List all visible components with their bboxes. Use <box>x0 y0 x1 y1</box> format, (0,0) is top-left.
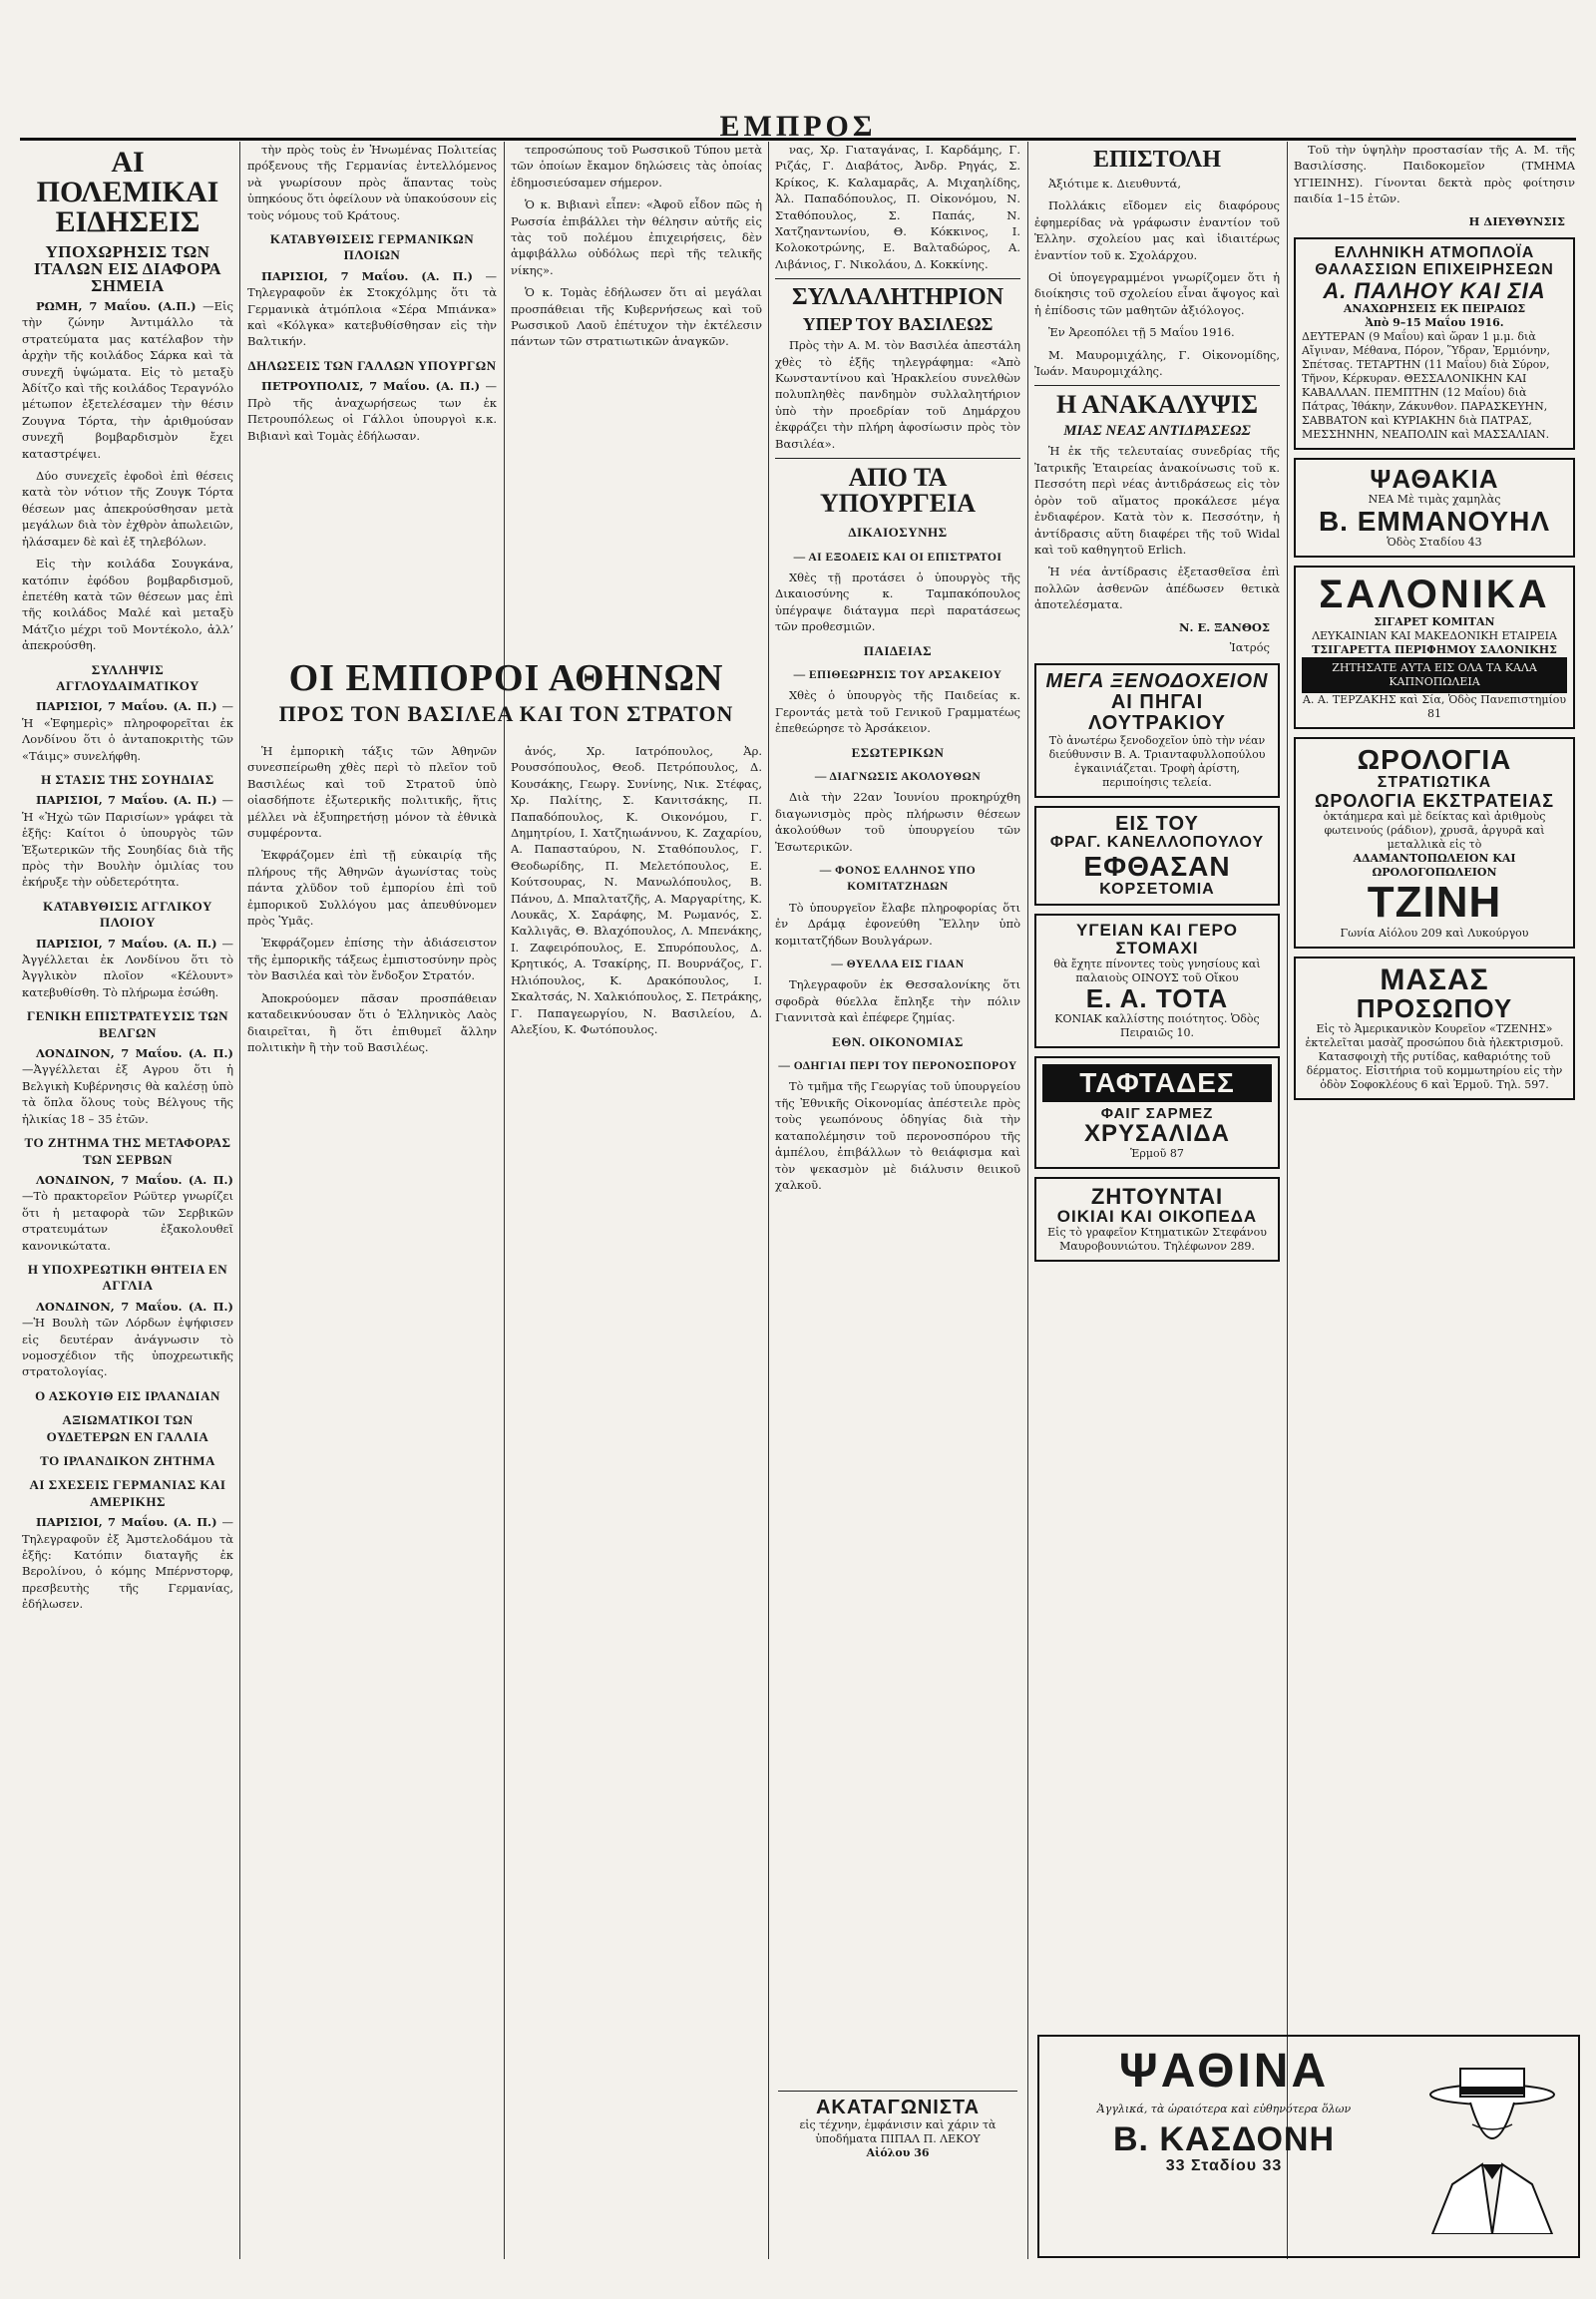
hat-man-illustration-icon <box>1412 2055 1562 2234</box>
hat-ad-address: 33 Σταδίου 33 <box>1165 2157 1283 2175</box>
article-signature: Ν. Ε. ΞΑΝΘΟΣ <box>1179 619 1270 634</box>
article-paragraph: Ἡ ἐκ τῆς τελευταίας συνεδρίας τῆς Ἰατρικῆς Ἑταιρείας ἀνακοίνωσις τοῦ κ. Πεσσότη περὶ νέας ἀντιδράσεως εἰς τὸν ὀρὸν τοῦ αἵματος προκάλεσε μέγα ἐνδιαφέρον. Κατὰ τὸν κ. Πεσσότην, ἡ ἀντίδρασις αὕτη διαφέρει τῆς τοῦ Widal καὶ τοῦ καθηγητοῦ Erlich. <box>1034 444 1280 557</box>
hat-ad-title: ΨΑΘΙΝΑ <box>1118 2045 1330 2098</box>
column-3-top <box>511 142 762 633</box>
section-heading: Ο ΑΣΚΟΥΙΘ ΕΙΣ ΙΡΛΑΝΔΙΑΝ <box>35 1387 220 1403</box>
article-paragraph: ΠΑΡΙΣΙΟΙ, 7 Μαΐου. (Α. Π.) —Τηλεγραφοῦν ἐκ Στοκχόλμης ὅτι τὰ Γερμανικὰ ἀτμόπλοια «Σέρα Μπιάνκα» καὶ «Κόλγκα» κατεβυθίσθησαν εἰς τὴν Βαλτικήν. <box>247 268 497 349</box>
article-paragraph: ΛΟΝΔΙΝΟΝ, 7 Μαΐου. (Α. Π.) —Ἀγγέλλεται ἐξ Αγρου ὅτι ἡ Βελγικὴ Κυβέρνησις θὰ καλέσῃ ὑπὸ τὰ ὅπλα ὅλους τοὺς Βέλγους τῆς ἡλικίας 18 – 35 ἐτῶν. <box>22 1046 233 1126</box>
article-paragraph: Οἱ ὑπογεγραμμένοι γνωρίζομεν ὅτι ἡ διοίκησις τοῦ σχολείου εἶναι ἄψογος καὶ ἡ ἐπίδοσις τῶν μαθητῶν ἀξιόλογος. <box>1034 270 1280 317</box>
discovery-headline: Η ΑΝΑΚΑΛΥΨΙΣ <box>1055 390 1259 420</box>
article-paragraph: Ὁ κ. Βιβιανὶ εἶπεν: «Ἀφοῦ εἶδον πῶς ἡ Ρωσσία ἐπιβάλλει τὴν θέλησιν αὐτῆς εἰς τὰς τοῦ πολέμου ἐπιχειρήσεις, δὲν ἀμφιβάλλω οὐδόλως περὶ τῆς τελικῆς νίκης». <box>511 197 762 277</box>
shipping-ad: ΕΛΛΗΝΙΚΗ ΑΤΜΟΠΛΟΪΑ ΘΑΛΑΣΣΙΩΝ ΕΠΙΧΕΙΡΗΣΕΩΝ Α. ΠΑΛΗΟΥ ΚΑΙ ΣΙΑ ΑΝΑΧΩΡΗΣΕΙΣ ΕΚ ΠΕΙΡΑΙΩΣ Ἀπὸ 9–15 Μαΐου 1916. ΔΕΥΤΕΡΑΝ (9 Μαΐου) καὶ ὥραν 1 μ.μ. διὰ Αἴγιναν, Μέθανα, Πόρον, Ὕδραν, Ἑρμιόνην, Σπέτσας. ΤΕΤΑΡΤΗΝ (11 Μαΐου) διὰ Σύρον, Τῆνον, Κέρκυραν. ΘΕΣΣΑΛΟΝΙΚΗΝ ΚΑΙ ΚΑΒΑΛΛΑΝ. ΠΕΜΠΤΗΝ (12 Μαΐου) διὰ Πάτρας, Ἰθάκην, Ζάκυνθον. ΠΑΡΑΣΚΕΥΗΝ, ΣΑΒΒΑΤΟΝ καὶ ΚΥΡΙΑΚΗΝ διὰ ΠΑΤΡΑΣ, ΜΕΣΣΗΝΗΝ, ΝΕΑΠΟΛΙΝ καὶ ΜΑΣΣΑΛΙΑΝ. <box>1294 237 1575 450</box>
article-paragraph: Ἐκφράζομεν ἐπὶ τῇ εὐκαιρίᾳ τῆς πλήρους τῆς Ἀθηνῶν ἀγωνίστας τοὺς πάντα χλῦδον τοῦ ἐμπορίου ἐπὶ τοῦ ἐμπορικοῦ Συλλόγου μας ἀπευθύνομεν πρὸς Ὑμᾶς. <box>247 848 497 929</box>
section-heading: ΑΞΙΩΜΑΤΙΚΟΙ ΤΩΝ ΟΥΔΕΤΕΡΩΝ ΕΝ ΓΑΛΛΙΑ <box>46 1412 209 1444</box>
article-paragraph: ΡΩΜΗ, 7 Μαΐου. (Α.Π.) —Εἰς τὴν ζώνην Ἀντιμάλλο τὰ στρατεύματα μας κατέλαβον τὴν ἀρχὴν τῆς κοιλάδος Σάρκα καὶ τὰ συνεχῆ ὑψώματα. Εἰς τὸ μεταξὺ Ἀδίτζο καὶ τῆς κοιλάδος Τεραγνόλο μέτωπον ἐξετελέσαμεν τὴν θέσιν Ζουγνα Τόρτα, τὴν ἀριθμούσαν συνεχῆ βομβαρδισμὸν ἔχει καταστρέψει. <box>22 299 233 461</box>
subsection-heading: — ΘΥΕΛΛΑ ΕΙΣ ΓΙΔΑΝ <box>831 958 965 971</box>
article-paragraph: ΠΕΤΡΟΥΠΟΛΙΣ, 7 Μαΐου. (Α. Π.) — Πρὸ τῆς ἀναχωρήσεως των ἐκ Πετρουπόλεως οἱ Γάλλοι ὑπουργοὶ κ.κ. Βιβιανὶ καὶ Τομὰς ἐδήλωσαν. <box>247 379 497 443</box>
section-heading: ΔΙΚΑΙΟΣΥΝΗΣ <box>848 525 948 541</box>
signature-role: Ἰατρός <box>1229 639 1270 654</box>
article-paragraph: ΠΑΡΙΣΙΟΙ, 7 Μαΐου. (Α. Π.) —Ἡ «Ἐφημερὶς» πληροφορεῖται ἐκ Λονδίνου ὅτι ὁ ἀνταποκριτὴς τῶν «Τάιμς» συνελήφθη. <box>22 699 233 763</box>
rally-subhead: ΥΠΕΡ ΤΟΥ ΒΑΣΙΛΕΩΣ <box>802 314 994 335</box>
watch-ad: ΩΡΟΛΟΓΙΑ ΣΤΡΑΤΙΩΤΙΚΑ ΩΡΟΛΟΓΙΑ ΕΚΣΤΡΑΤΕΙΑΣ ὀκτάημερα καὶ μὲ δείκτας καὶ ἀριθμοὺς φωτεινούς (ράδιον), χρυσᾶ, ἀργυρᾶ καὶ μεταλλικὰ εἰς τὸ ΑΔΑΜΑΝΤΟΠΩΛΕΙΟΝ ΚΑΙ ΩΡΟΛΟΓΟΠΩΛΕΙΟΝ ΤΖΙΝΗ Γωνία Αἰόλου 209 καὶ Λυκούργου <box>1294 737 1575 948</box>
article-paragraph: Χθὲς τῇ προτάσει ὁ ὑπουργὸς τῆς Δικαιοσύνης κ. Ταμπακόπουλος ὑπέγραψε διάταγμα περὶ παρατάσεως τῶν προθεσμιῶν. <box>775 570 1020 634</box>
section-heading: ΤΟ ΖΗΤΗΜΑ ΤΗΣ ΜΕΤΑΦΟΡΑΣ ΤΩΝ ΣΕΡΒΩΝ <box>24 1135 231 1167</box>
straw-hat-ad: ΨΑΘΑΚΙΑ ΝΕΑ Μὲ τιμὰς χαμηλὰς Β. ΕΜΜΑΝΟΥΗΛ Ὁδὸς Σταδίου 43 <box>1294 458 1575 559</box>
wine-ad: ΥΓΕΙΑΝ ΚΑΙ ΓΕΡΟ ΣΤΟΜΑΧΙ θὰ ἔχητε πίνοντες τοὺς γνησίους καὶ παλαιοὺς ΟΙΝΟΥΣ τοῦ Οἴκου Ε. Α. ΤΟΤΑ ΚΟΝΙΑΚ καλλίστης ποιότητος. Ὁδὸς Πειραιῶς 10. <box>1034 914 1280 1048</box>
article-paragraph: Τὸ ὑπουργεῖον ἔλαβε πληροφορίας ὅτι ἐν Δράμᾳ ἐφονεύθη Ἕλλην ὑπὸ κομιτατζήδων Βουλγάρων. <box>775 900 1020 948</box>
article-paragraph: τεπροσώπους τοῦ Ρωσσικοῦ Τύπου μετὰ τῶν ὁποίων ἔκαμον δηλώσεις τὰς ὁποίας ἐδημοσιεύσαμεν σήμερον. <box>511 143 762 190</box>
article-paragraph: Ἀποκρούομεν πᾶσαν προσπάθειαν καταδεικνύουσαν ὅτι ὁ Ἑλληνικὸς Λαὸς διαιρεῖται, ἢ ὅτι ἐπιθυμεῖ ἄλλην πολιτικὴν ἢ τὴν τοῦ Βασιλέως. <box>247 990 497 1054</box>
letter-headline: ΕΠΙΣΤΟΛΗ <box>1092 147 1222 173</box>
article-paragraph: Πολλάκις εἴδομεν εἰς διαφόρους ἐφημερίδας νὰ γράφωσιν ἐναντίον τοῦ Ἑλλην. σχολείου μας καὶ ἰδιαιτέρως ἐναντίον τοῦ κ. Σχολάρχου. <box>1034 198 1280 262</box>
section-heading: ΠΑΙΔΕΙΑΣ <box>863 642 933 658</box>
section-heading: ΚΑΤΑΒΥΘΙΣΕΙΣ ΓΕΡΜΑΝΙΚΩΝ ΠΛΟΙΩΝ <box>269 231 475 263</box>
merchants-subhead: ΠΡΟΣ ΤΟΝ ΒΑΣΙΛΕΑ ΚΑΙ ΤΟΝ ΣΤΡΑΤΟΝ <box>278 701 734 726</box>
section-heading: ΔΗΛΩΣΕΙΣ ΤΩΝ ΓΑΛΛΩΝ ΥΠΟΥΡΓΩΝ <box>247 357 497 373</box>
article-paragraph: Τὸ τμῆμα τῆς Γεωργίας τοῦ ὑπουργείου τῆς Ἐθνικῆς Οἰκονομίας ἀπέστειλε πρὸς τοὺς γεωπόνους ὁδηγίας διὰ τὴν καταπολέμησιν τοῦ περονοσπόρου τῆς ἀμπέλου, ἐπιβάλλων τὸ θειάφισμα καὶ τὸν ψεκασμὸν μὲ διάλυσιν θειικοῦ χαλκοῦ. <box>775 1079 1020 1192</box>
article-paragraph: ΛΟΝΔΙΝΟΝ, 7 Μαΐου. (Α. Π.) —Τὸ πρακτορεῖον Ρώϋτερ γνωρίζει ὅτι ἡ μεταφορὰ τῶν Σερβικῶν στρατευμάτων ἐξακολουθεῖ κανονικώτατα. <box>22 1172 233 1253</box>
section-heading: ΤΟ ΙΡΛΑΝΔΙΚΟΝ ΖΗΤΗΜΑ <box>40 1453 215 1468</box>
shoe-ad-title: ΑΚΑΤΑΓΩΝΙΣΤΑ <box>815 2097 981 2118</box>
subsection-heading: — ΦΟΝΟΣ ΕΛΛΗΝΟΣ ΥΠΟ ΚΟΜΙΤΑΤΖΗΔΩΝ <box>819 865 977 894</box>
column-1 <box>22 142 233 2259</box>
article-paragraph: τὴν πρὸς τοὺς ἐν Ἡνωμένας Πολιτείας πρόξενους τῆς Γερμανίας ἐντελλόμενος νὰ γνωρίσουν πρὸς ἅπαντας τοὺς ὑπηκόους ὅτι ὀφείλουν νὰ ὑπακούσουν εἰς τοὺς νόμους τοῦ Κράτους. <box>247 143 497 222</box>
cigarette-ad: ΣΑΛΟΝΙΚΑ ΣΙΓΑΡΕΤ ΚΟΜΙΤΑΝ ΛΕΥΚΑΙΝΙΑΝ ΚΑΙ ΜΑΚΕΔΟΝΙΚΗ ΕΤΑΙΡΕΙΑ ΤΣΙΓΑΡΕΤΤΑ ΠΕΡΙΦΗΜΟΥ ΣΑΛΟΝΙΚΗΣ ΖΗΤΗΣΑΤΕ ΑΥΤΑ ΕΙΣ ΟΛΑ ΤΑ ΚΑΛΑ ΚΑΠΝΟΠΩΛΕΙΑ Α. Α. ΤΕΡΖΑΚΗΣ καὶ Σία, Ὁδὸς Πανεπιστημίου 81 <box>1294 566 1575 729</box>
article-signature: Η ΔΙΕΥΘΥΝΣΙΣ <box>1468 213 1565 228</box>
subsection-heading: — ΑΙ ΕΞΟΔΕΙΣ ΚΑΙ ΟΙ ΕΠΙΣΤΡΑΤΟΙ <box>793 551 1002 564</box>
column-6 <box>1294 142 1575 2010</box>
article-paragraph: Ἐκφράζομεν ἐπίσης τὴν ἀδιάσειστον τῆς ἐμπορικῆς τάξεως ἐμπιστοσύνην πρὸς τὸν Βασιλέα καὶ τὸν ἔνδοξον Στρατόν. <box>247 936 497 983</box>
masthead-rule <box>20 138 1576 141</box>
article-paragraph: Τηλεγραφοῦν ἐκ Θεσσαλονίκης ὅτι σφοδρὰ θύελλα ἔπληξε τὴν πόλιν Γιαννιτσὰ καὶ ἐπέφερε ζημίας. <box>775 977 1020 1025</box>
corset-ad: ΕΙΣ ΤΟΥ ΦΡΑΓ. ΚΑΝΕΛΛΟΠΟΥΛΟΥ ΕΦΘΑΣΑΝ ΚΟΡΣΕΤΟΜΙΑ <box>1034 806 1280 906</box>
hat-ad-name: Β. ΚΑΣΔΟΝΗ <box>1112 2120 1336 2159</box>
article-paragraph: Ἡ ἐμπορικὴ τάξις τῶν Ἀθηνῶν συνεσπείρωθη χθὲς περὶ τὸ πλεῖον τοῦ Βασιλέως καὶ τοῦ Στρατοῦ ὑπὸ οἰασδήποτε ἐξωτερικῆς πολιτικῆς, ἥτις μέλλει νὰ ἐξυπηρετήσῃ μόνον τὰ ἐθνικὰ συμφέροντα. <box>247 744 497 841</box>
letter-signers: Μ. Μαυρομιχάλης, Γ. Οἰκονομίδης, Ἰωάν. Μαυρομιχάλης. <box>1034 347 1280 379</box>
section-heading: ΕΘΝ. ΟΙΚΟΝΟΜΙΑΣ <box>832 1033 964 1049</box>
subsection-heading: — ΟΔΗΓΙΑΙ ΠΕΡΙ ΤΟΥ ΠΕΡΟΝΟΣΠΟΡΟΥ <box>778 1060 1017 1073</box>
column-3-lower <box>511 743 762 2259</box>
property-ad: ΖΗΤΟΥΝΤΑΙ ΟΙΚΙΑΙ ΚΑΙ ΟΙΚΟΠΕΔΑ Εἰς τὸ γραφεῖον Κτηματικῶν Στεφάνου Μαυροβουνιώτου. Τηλέφωνον 289. <box>1034 1177 1280 1262</box>
letter-date: Ἐν Ἀρεοπόλει τῇ 5 Μαΐου 1916. <box>1048 325 1235 340</box>
column-rule <box>1287 142 1288 2259</box>
subsection-heading: — ΔΙΑΓΝΩΣΙΣ ΑΚΟΛΟΥΘΩΝ <box>814 770 982 783</box>
hotel-ad: ΜΕΓΑ ΞΕΝΟΔΟΧΕΙΟΝ ΑΙ ΠΗΓΑΙ ΛΟΥΤΡΑΚΙΟΥ Τὸ ἀνωτέρω ξενοδοχεῖον ὑπὸ τὴν νέαν διεύθυνσιν Β. Α. Τριανταφυλλοπούλου ἐγκαινιάζεται. Τροφὴ ἀρίστη, περιποίησις τελεία. <box>1034 663 1280 798</box>
ministries-headline: ΑΠΟ ΤΑ ΥΠΟΥΡΓΕΙΑ <box>820 463 976 519</box>
letter-greeting: Ἀξιότιμε κ. Διευθυντά, <box>1048 177 1181 191</box>
signatories-list: νας, Χρ. Γιαταγάνας, Ι. Καρδάμης, Γ. Ριζάς, Γ. Διαβάτος, Ἀνδρ. Ρηγάς, Σ. Κρίκος, Κ. Καλαμαρᾶς, Α. Μιχαηλίδης, Ἀλ. Παπαδόπουλος, Π. Οἰκονόμου, Ν. Σταθόπουλος, Σ. Παπάς, Ν. Χατζηαντωνίου, Θ. Κόκκινος, Ι. Κολοκοτρώνης, Ε. Βαλταδώρος, Α. Λιβάνιος, Γ. Νικολάου, Δ. Κοκκίνης. <box>775 143 1020 271</box>
war-news-subhead: ΥΠΟΧΩΡΗΣΙΣ ΤΩΝ ΙΤΑΛΩΝ ΕΙΣ ΔΙΑΦΟΡΑ ΣΗΜΕΙΑ <box>33 242 222 295</box>
column-5 <box>1034 142 1280 2259</box>
article-paragraph: ΠΑΡΙΣΙΟΙ, 7 Μαΐου. (Α. Π.) — Ἀγγέλλεται ἐκ Λονδίνου ὅτι τὸ Ἀγγλικὸν πλοῖον «Κέλουντ» κατεβυθίσθη. Τὸ πλήρωμα ἐσώθη. <box>22 936 233 999</box>
article-paragraph: Τοῦ τὴν ὑψηλὴν προστασίαν τῆς Α. Μ. τῆς Βασιλίσσης. Παιδοκομεῖον (ΤΜΗΜΑ ΥΓΙΕΙΝΗΣ). Γίνονται δεκτὰ πρὸς φοίτησιν παιδία 1–15 ἐτῶν. <box>1294 143 1575 206</box>
masthead: ΕΜΠΡΟΣ <box>719 110 877 143</box>
war-news-headline: ΑΙ ΠΟΛΕΜΙΚΑΙ ΕΙΔΗΣΕΙΣ <box>36 146 219 238</box>
merchants-headline: ΟΙ ΕΜΠΟΡΟΙ ΑΘΗΝΩΝ <box>288 657 724 699</box>
dateline: ΡΩΜΗ, 7 Μαΐου. (Α.Π.) <box>36 299 197 313</box>
massage-ad: ΜΑΣΑΣ ΠΡΟΣΩΠΟΥ Εἰς τὸ Ἀμερικανικὸν Κουρεῖον «ΤΖΕΝΗΣ» ἐκτελεῖται μασὰζ προσώπου διὰ ἠλεκτρισμοῦ. Κατασφοιχὴ τῆς ρυτίδας, καθαριότης τοῦ δέρματος. Εἰσιτήρια τοῦ κομμωτηρίου εἰς τὴν ὁδὸν Σοφοκλέους 6 καὶ Ἑρμοῦ. Τηλ. 597. <box>1294 957 1575 1101</box>
section-heading: ΚΑΤΑΒΥΘΙΣΙΣ ΑΓΓΛΙΚΟΥ ΠΛΟΙΟΥ <box>43 898 212 931</box>
article-paragraph: ΛΟΝΔΙΝΟΝ, 7 Μαΐου. (Α. Π.) —Ἡ Βουλὴ τῶν Λόρδων ἐψήφισεν εἰς δευτέραν ἀνάγνωσιν τὸ νομοσχέδιον τῆς ὑποχρεωτικῆς στρατολογίας. <box>22 1299 233 1379</box>
article-paragraph: Διὰ τὴν 22αν Ἰουνίου προκηρύχθη διαγωνισμὸς πρὸς πλήρωσιν θέσεων ἀκολούθων τοῦ ὑπουργείου τῶν Ἐσωτερικῶν. <box>775 790 1020 854</box>
signatories-list: ἀνός, Χρ. Ιατρόπουλος, Ἀρ. Ρουσσόπουλος, Θεοδ. Πετρόπουλος, Δ. Κουσάκης, Γεωργ. Συνίνης, Νικ. Στέφας, Χρ. Παλίτης, Σ. Κανιτσάκης, Π. Παπαδόπουλος, Κ. Οικονόμου, Γ. Δημητρίου, Ι. Χατζηιωάννου, Κ. Ζαχαρίου, Α. Παπασταύρου, Ν. Σταθόπουλος, Γ. Θεοδωρίδης, Π. Μελετόπουλος, Ε. Κούτσουρας, Ν. Μανωλόπουλος, Β. Πάνου, Δ. Μπαλτατζῆς, Α. Μαργαρίτης, Κ. Λουκᾶς, Χ. Σαράφης, Μ. Ρωμανός, Σ. Καλλιγᾶς, Θ. Βλαχόπουλος, Λ. Μπενάκης, Ι. Ζαφειρόπουλος, Ε. Σπυρόπουλος, Δ. Κρητικός, Α. Τσακίρης, Π. Βουρνάζος, Γ. Ηλιόπουλος, Κ. Δρακόπουλος, Ι. Σκαλτσάς, Ν. Χαλκιόπουλος, Σ. Πετράκης, Γ. Παπαγεωργίου, Ν. Βασιλείου, Δ. Αλεξίου, Κ. Φωτόπουλος. <box>511 744 762 1036</box>
article-paragraph: Ὁ κ. Τομὰς ἐδήλωσεν ὅτι αἱ μεγάλαι προσπάθειαι τῆς Κυβερνήσεως καὶ τοῦ Ρωσσικοῦ Λαοῦ ἐπέτυχον τὴν ἐκτέλεσιν πάντων τῶν στρατιωτικῶν ἀναγκῶν. <box>511 285 762 349</box>
hat-ad <box>1037 2035 1580 2258</box>
article-paragraph: Εἰς τὴν κοιλάδα Σουγκάνα, κατόπιν ἐφόδου βομβαρδισμοῦ, ἐπετέθη κατὰ τῶν θέσεων μας ἐπὶ τῆς κοιλάδος Μαλέ καὶ μεταξὺ Μάτζιο μέχρι τοῦ Μοντέκολο, ἀλλ’ ἀπεκρούσθη. <box>22 557 233 653</box>
column-rule <box>1027 142 1028 2259</box>
article-paragraph: Ἡ νέα ἀντίδρασις ἐξετασθεῖσα ἐπὶ πολλῶν ἀσθενῶν ἀπέδωσεν θετικὰ ἀποτελέσματα. <box>1034 565 1280 612</box>
section-heading: ΓΕΝΙΚΗ ΕΠΙΣΤΡΑΤΕΥΣΙΣ ΤΩΝ ΒΕΛΓΩΝ <box>26 1008 229 1040</box>
article-paragraph: Πρὸς τὴν Α. Μ. τὸν Βασιλέα ἀπεστάλη χθὲς τὸ ἑξῆς τηλεγράφημα: «Ἀπὸ Κωνσταντίνου καὶ Ἡρακλείου συνελθὼν πολυπληθὲς πανδημὸν συλλαλητήριον ὑπὸ τὴν προεδρίαν τοῦ Δημάρχου ἐκφράζει τὴν πλήρη ἀφοσίωσιν πρὸς τὸν Βασιλέα». <box>775 338 1020 451</box>
rally-headline: ΣΥΛΛΑΛΗΤΗΡΙΟΝ <box>791 284 1004 311</box>
shoe-ad-address: Αἰόλου 36 <box>866 2146 930 2159</box>
discovery-subhead: ΜΙΑΣ ΝΕΑΣ ΑΝΤΙΔΡΑΣΕΩΣ <box>1063 423 1251 440</box>
column-rule <box>768 142 769 2259</box>
section-heading: ΕΣΩΤΕΡΙΚΩΝ <box>851 744 945 760</box>
section-heading: Η ΥΠΟΧΡΕΩΤΙΚΗ ΘΗΤΕΙΑ ΕΝ ΑΓΓΛΙΑ <box>27 1261 228 1294</box>
column-2-lower <box>247 743 497 2259</box>
article-paragraph: Χθὲς ὁ ὑπουργὸς τῆς Παιδείας κ. Γεροντάς μετὰ τοῦ Γενικοῦ Γραμματέως ἐπεθεώρησε τὸ Ἀρσάκειον. <box>775 688 1020 736</box>
article-paragraph: Δύο συνεχεῖς ἐφοδοὶ ἐπὶ θέσεις κατὰ τὸν νότιον τῆς Ζουγκ Τόρτα θέσεων μας ἀπεκρούσθησαν μετὰ μεγάλων διὰ τὸν ἐχθρὸν ἀπωλειῶν, ἠλάσαμεν δὲ καὶ ἐξ τηλεβόλων. <box>22 469 233 549</box>
merchants-headline-block <box>249 653 763 729</box>
column-rule <box>504 142 505 2259</box>
shoe-ad-text: εἰς τέχνην, ἐμφάνισιν καὶ χάριν τὰ ὑποδήματα ΠΙΠΑΛ Π. ΛΕΚΟΥ <box>799 2118 997 2145</box>
section-heading: ΣΥΛΛΗΨΙΣ ΑΓΓΛΟΥΔΑΙΜΑΤΙΚΟΥ <box>56 661 200 693</box>
shoe-ad <box>778 2085 1017 2160</box>
article-paragraph: ΠΑΡΙΣΙΟΙ, 7 Μαΐου. (Α. Π.) —Τηλεγραφοῦν ἐξ Ἀμστελοδάμου τὰ ἑξῆς: Κατόπιν διαταγῆς ἐκ Βερολίνου, ὁ κόμης Μπέρνστορφ, πρεσβευτὴς τῆς Γερμανίας, ἐδήλωσεν. <box>22 1515 233 1612</box>
column-4 <box>775 142 1020 2259</box>
section-heading: Η ΣΤΑΣΙΣ ΤΗΣ ΣΟΥΗΔΙΑΣ <box>41 771 214 787</box>
column-rule <box>239 142 240 2259</box>
article-paragraph: ΠΑΡΙΣΙΟΙ, 7 Μαΐου. (Α. Π.) —Ἡ «Ἠχὼ τῶν Παρισίων» γράφει τὰ ἑξῆς: Καίτοι ὁ ὑπουργὸς τῶν Ἐξωτερικῶν τῆς Σουηδίας διὰ τῆς πρὸς τὴν Βουλὴν ὁμιλίας του ἐκήρυξε τὴν οὐδετερότητα. <box>22 793 233 890</box>
taffeta-ad: ΤΑΦΤΑΔΕΣ ΦΑΙΓ ΣΑΡΜΕΖ ΧΡΥΣΑΛΙΔΑ Ἑρμοῦ 87 <box>1034 1056 1280 1168</box>
section-heading: ΑΙ ΣΧΕΣΕΙΣ ΓΕΡΜΑΝΙΑΣ ΚΑΙ ΑΜΕΡΙΚΗΣ <box>29 1477 226 1509</box>
subsection-heading: — ΕΠΙΘΕΩΡΗΣΙΣ ΤΟΥ ΑΡΣΑΚΕΙΟΥ <box>793 668 1002 681</box>
hat-ad-text: Ἀγγλικά, τὰ ὡραιότερα καὶ εὐθηνότερα ὅλων <box>1096 2103 1352 2116</box>
